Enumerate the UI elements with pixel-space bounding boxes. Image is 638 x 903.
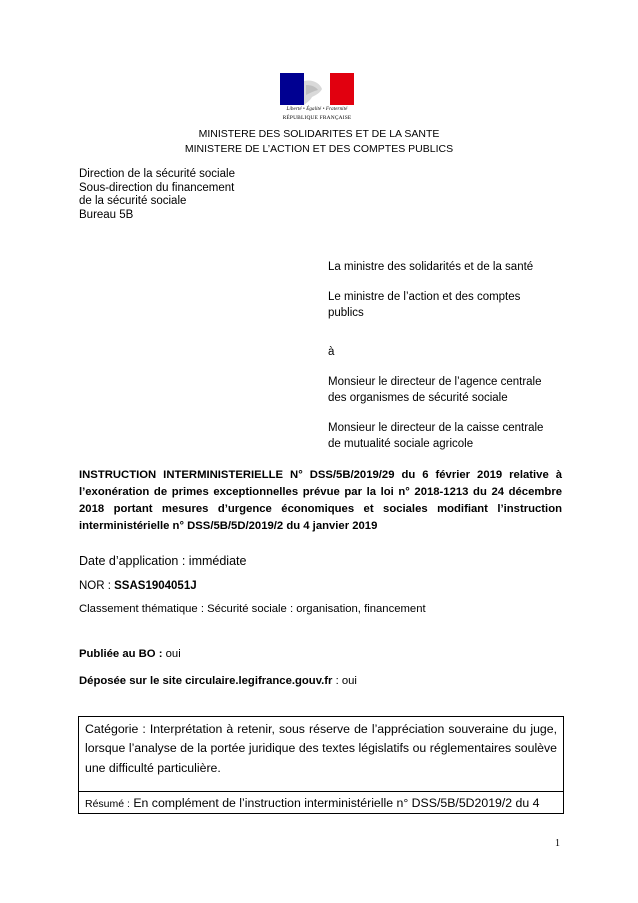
to-recipient-2-line: de mutualité sociale agricole (328, 437, 474, 450)
page-number: 1 (555, 838, 560, 849)
to-recipient-1 (328, 375, 542, 406)
publication-bo-value: oui (162, 648, 181, 660)
publication-site-value: : oui (332, 675, 357, 687)
from-minister-1: La ministre des solidarités et de la santé (328, 261, 534, 273)
from-minister-2-line: Le ministre de l’action et des comptes (328, 291, 521, 303)
sender-line: Direction de la sécurité sociale (79, 168, 235, 180)
flag-icon (276, 73, 358, 107)
date-application: Date d’application : immédiate (79, 554, 247, 568)
to-recipient-2-line: Monsieur le directeur de la caisse centrale (328, 422, 544, 434)
publication-site-label: Déposée sur le site circulaire.legifrance.gouv.fr (79, 675, 333, 687)
ministry-line-1: MINISTERE DES SOLIDARITES ET DE LA SANTE (198, 128, 440, 140)
resume-label: Résumé : (85, 798, 130, 810)
resume-cell (85, 796, 557, 810)
to-label: à (328, 346, 335, 358)
categorie-cell: Catégorie : Interprétation à retenir, sous réserve de l’appréciation souveraine du juge, lorsque l’analyse de la portée juridique des textes législatifs ou réglementaires soulève une difficulté particulière. (85, 722, 557, 775)
to-recipient-1-line: des organismes de sécurité sociale (328, 391, 508, 404)
publication-bo (79, 648, 181, 660)
sender-line: de la sécurité sociale (79, 195, 187, 208)
marianne-logo (276, 73, 358, 129)
publication-site (79, 675, 357, 687)
sender-line: Bureau 5B (79, 208, 134, 221)
classement-thematique: Classement thématique : Sécurité sociale : organisation, financement (79, 603, 426, 615)
nor-label: NOR : (79, 580, 115, 592)
publication-bo-label: Publiée au BO : (79, 648, 163, 660)
table-divider (79, 791, 563, 792)
instruction-title: INSTRUCTION INTERMINISTERIELLE N° DSS/5B/2019/29 du 6 février 2019 relative à l’exonération de primes exceptionnelles prévue par la loi n° 2018-1213 du 24 décembre 2018 portant mesures d’urgence économiques et sociales modifiant l’instruction interministérielle n° DSS/5B/5D/2019/2 du 4 janvier 2019 (79, 469, 562, 532)
nor-line (79, 580, 197, 592)
from-minister-2 (328, 290, 520, 321)
resume-text: En complément de l’instruction interministérielle n° DSS/5B/5D2019/2 du 4 (129, 796, 540, 810)
logo-republic: RÉPUBLIQUE FRANÇAISE (282, 115, 352, 121)
ministry-line-2: MINISTERE DE L’ACTION ET DES COMPTES PUBLICS (184, 143, 454, 155)
to-recipient-1-line: Monsieur le directeur de l’agence centrale (328, 376, 542, 388)
logo-motto: Liberté • Égalité • Fraternité (286, 107, 348, 112)
nor-value: SSAS1904051J (114, 580, 197, 592)
sender-block (79, 168, 235, 222)
from-minister-2-line: publics (328, 306, 364, 319)
sender-line: Sous-direction du financement (79, 181, 235, 194)
categorie-table (78, 716, 564, 814)
to-recipient-2 (328, 421, 543, 452)
